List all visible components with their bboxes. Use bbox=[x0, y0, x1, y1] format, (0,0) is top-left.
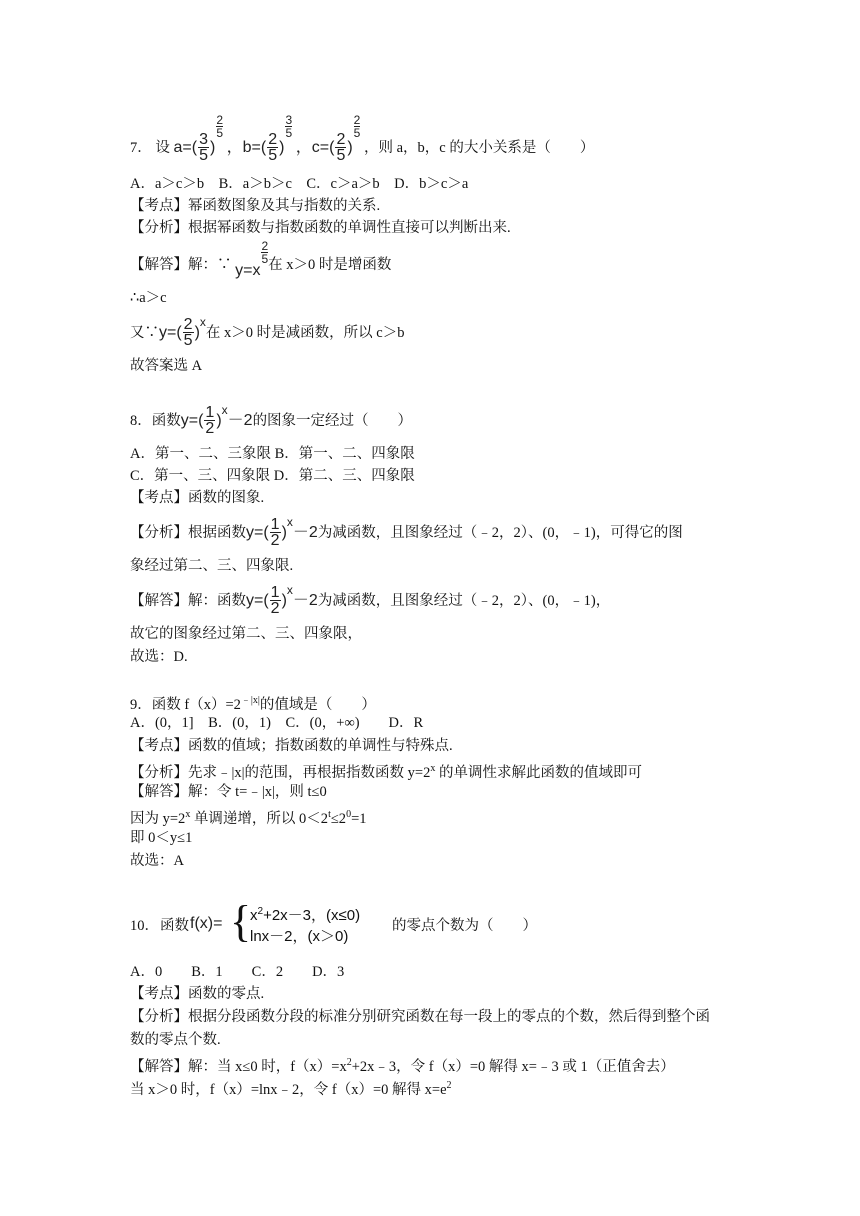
q8-tail: －2 bbox=[227, 412, 253, 429]
q10-jieda-exp: 2 bbox=[346, 1057, 352, 1068]
q7-line3-post: 在 x＞0 时是减函数，所以 c＞b bbox=[205, 325, 405, 341]
q9-line2-exp: x bbox=[185, 809, 191, 820]
q7-jieda-post: 在 x＞0 时是增函数 bbox=[268, 257, 392, 273]
q7-prefix: 设 bbox=[155, 140, 170, 156]
q9-stem-exp: ﹣|x| bbox=[240, 695, 260, 706]
q7-kaodian bbox=[130, 196, 380, 216]
q7-line3-pre: 又∵ bbox=[130, 325, 159, 341]
q7-a-var: a=( bbox=[173, 139, 198, 156]
q8-suffix: 的图象一定经过（ ） bbox=[252, 413, 413, 429]
q7-b-exp-den: 5 bbox=[285, 126, 293, 140]
q8-formula: y=( $\frac{1}{2}$ )$^x$－2 bbox=[180, 403, 253, 438]
q9-number: 9． bbox=[130, 696, 152, 713]
q8-line2: 故它的图象经过第二、三、四象限， bbox=[130, 626, 362, 642]
q9-line4: 故选：A bbox=[130, 853, 184, 869]
q10-kaodian-text: 函数的零点. bbox=[188, 986, 265, 1002]
q10-fenxi-line2: 数的零点个数. bbox=[130, 1032, 221, 1048]
q7-line2: ∴a＞c bbox=[130, 290, 167, 306]
q8-exp: x bbox=[221, 403, 228, 417]
q8-stem bbox=[130, 402, 412, 440]
q9-line2-exp2: t bbox=[328, 809, 331, 820]
q8-fenxi-post: 为减函数，且图象经过（﹣2，2）、(0，﹣1)，可得它的图 bbox=[317, 525, 683, 541]
q7-jieda-pre: 解：∵ bbox=[188, 257, 232, 273]
q7-fenxi-text: 根据幂函数与指数函数的单调性直接可以判断出来. bbox=[188, 220, 511, 236]
q8-jieda-post: 为减函数，且图象经过（﹣2，2）、(0，﹣1)， bbox=[317, 593, 611, 609]
q9-fenxi-tag: 【分析】 bbox=[130, 764, 188, 781]
q7-fenxi-tag: 【分析】 bbox=[130, 220, 188, 236]
q8-jieda-func: y=( bbox=[246, 592, 269, 609]
q8-fenxi bbox=[130, 514, 683, 552]
q8-kaodian-tag: 【考点】 bbox=[130, 490, 188, 506]
q8-fenxi-fraction bbox=[270, 517, 281, 548]
q8-fenxi-tail: －2 bbox=[292, 524, 318, 541]
q8-options-1: A．第一、二、三象限 B．第一、二、四象限 bbox=[130, 446, 415, 462]
q10-fenxi bbox=[130, 1007, 710, 1027]
q7-jieda-func: y=x bbox=[235, 262, 261, 279]
q7-line3-exp: x bbox=[199, 315, 206, 329]
q8-jieda-exp: x bbox=[286, 583, 293, 597]
q7-jieda-exponent bbox=[261, 240, 268, 265]
q7-b-var: ，b=( bbox=[226, 139, 267, 156]
q7-jieda-exp-num: 2 bbox=[261, 239, 269, 253]
q8-fenxi-pre: 根据函数 bbox=[188, 525, 246, 541]
q9-fenxi-exp: x bbox=[430, 763, 436, 774]
q8-kaodian bbox=[130, 488, 264, 508]
q8-fenxi-exp: x bbox=[286, 515, 293, 529]
q7-c-den: 5 bbox=[336, 147, 346, 165]
q8-num: 1 bbox=[205, 404, 215, 422]
q7-suffix: ，则 a，b，c 的大小关系是（ ） bbox=[363, 140, 595, 156]
q7-a-exponent bbox=[216, 114, 223, 139]
q7-c-exp-den: 5 bbox=[353, 126, 361, 140]
q7-fenxi bbox=[130, 218, 511, 238]
q7-a-num: 3 bbox=[199, 131, 208, 149]
q7-a-den: 5 bbox=[199, 147, 208, 165]
q9-stem bbox=[130, 691, 376, 715]
q9-line2-pre: 因为 y=2 bbox=[130, 810, 186, 827]
q9-kaodian-tag: 【考点】 bbox=[130, 738, 188, 754]
q8-jieda-tail: －2 bbox=[292, 592, 318, 609]
q10-line2-exp: 2 bbox=[446, 1080, 452, 1091]
q10-case1-a: x bbox=[250, 907, 258, 924]
q8-prefix: 函数 bbox=[151, 413, 181, 429]
q10-case1-b: +2x－3，(x≤0) bbox=[263, 907, 361, 924]
q10-jieda bbox=[130, 1053, 675, 1077]
q10-line2 bbox=[130, 1076, 452, 1100]
q7-kaodian-tag: 【考点】 bbox=[130, 198, 188, 214]
q7-c-exponent bbox=[354, 114, 361, 139]
q7-line3-den: 5 bbox=[183, 332, 193, 350]
q9-stem-pre: 函数 f（x）=2 bbox=[151, 696, 241, 713]
q9-fenxi bbox=[130, 759, 642, 783]
q7-formula-c: ，c=( $\frac{2}{5}$ ) $\frac{2}{5}$ bbox=[295, 113, 361, 165]
q8-fraction bbox=[204, 405, 215, 436]
q7-line3-num: 2 bbox=[183, 316, 193, 334]
q7-line3-func: y=( bbox=[159, 324, 182, 341]
q7-a-fraction bbox=[198, 132, 209, 163]
q8-fenxi-tag: 【分析】 bbox=[130, 525, 188, 541]
q8-line3: 故选：D. bbox=[130, 649, 188, 665]
q10-prefix: 函数 bbox=[160, 918, 189, 934]
q7-options: A．a＞c＞b B．a＞b＞c C．c＞a＞b D．b＞c＞a bbox=[130, 176, 469, 192]
q9-stem-post: 的值域是（ ） bbox=[259, 696, 376, 713]
q8-fenxi-num: 1 bbox=[270, 516, 280, 534]
q10-line2-pre: 当 x＞0 时，f（x）=lnx﹣2，令 f（x）=0 解得 x=e bbox=[130, 1081, 447, 1098]
q8-jieda-formula: y=( $\frac{1}{2}$ )$^x$－2 bbox=[246, 583, 318, 618]
q8-jieda-fraction bbox=[270, 585, 281, 616]
q10-number: 10． bbox=[130, 918, 159, 934]
q10-case1-exp: 2 bbox=[257, 906, 264, 917]
q10-fenxi-tag: 【分析】 bbox=[130, 1009, 188, 1025]
q7-line3 bbox=[130, 314, 404, 352]
q10-jieda-pre: 解：当 x≤0 时，f（x）=x bbox=[188, 1058, 347, 1075]
q10-kaodian-tag: 【考点】 bbox=[130, 986, 188, 1002]
q8-jieda-den: 2 bbox=[270, 600, 280, 618]
q7-jieda-formula bbox=[235, 239, 269, 279]
q7-b-den: 5 bbox=[268, 147, 278, 165]
q8-fenxi-line2: 象经过第二、三、四象限. bbox=[130, 558, 294, 574]
q8-options-2: C．第一、三、四象限 D．第二、三、四象限 bbox=[130, 468, 415, 484]
q7-formula-a: a=( $\frac{3}{5}$ ) $\frac{2}{5}$ bbox=[173, 113, 223, 165]
q7-c-var: ，c=( bbox=[295, 139, 335, 156]
q9-line2-post: =1 bbox=[351, 810, 367, 827]
q10-fenxi-text: 根据分段函数分段的标准分别研究函数在每一段上的零点的个数，然后得到整个函 bbox=[188, 1009, 710, 1025]
q9-line2-mid2: ≤2 bbox=[330, 810, 347, 827]
q7-line3-fraction bbox=[183, 317, 194, 348]
q9-jieda bbox=[130, 782, 327, 802]
q7-c-num: 2 bbox=[336, 131, 346, 149]
q10-case2: lnx－2，(x＞0) bbox=[250, 928, 349, 945]
q10-jieda-post: +2x﹣3，令 f（x）=0 解得 x=﹣3 或 1（正值舍去） bbox=[351, 1058, 675, 1075]
q7-line3-formula: y=( $\frac{2}{5}$ )$^x$ bbox=[159, 315, 206, 350]
q7-c-fraction bbox=[335, 132, 346, 163]
q9-line2 bbox=[130, 805, 367, 829]
q7-jieda bbox=[130, 239, 392, 282]
q7-formula-b: ，b=( $\frac{2}{5}$ ) $\frac{3}{5}$ bbox=[226, 113, 293, 165]
q7-line4: 故答案选 A bbox=[130, 358, 203, 374]
q8-func: y=( bbox=[180, 412, 204, 429]
q8-jieda bbox=[130, 582, 610, 620]
q9-jieda-tag: 【解答】 bbox=[130, 784, 188, 800]
q9-options: A．(0，1] B．(0，1) C．(0，+∞) D．R bbox=[130, 715, 424, 731]
q7-kaodian-text: 幂函数图象及其与指数的关系. bbox=[188, 198, 381, 214]
q10-options: A．0 B．1 C．2 D．3 bbox=[130, 964, 345, 980]
q7-a-exp-num: 2 bbox=[216, 113, 223, 127]
q7-number: 7． bbox=[130, 140, 152, 156]
q8-den: 2 bbox=[205, 420, 215, 438]
q10-kaodian bbox=[130, 984, 264, 1004]
q9-line2-exp3: 0 bbox=[346, 809, 352, 820]
q8-jieda-pre: 解：函数 bbox=[188, 593, 246, 609]
q7-a-exp-den: 5 bbox=[216, 126, 223, 140]
q7-jieda-tag: 【解答】 bbox=[130, 257, 188, 273]
q7-c-exp-num: 2 bbox=[353, 113, 361, 127]
q7-jieda-exp-den: 5 bbox=[261, 252, 269, 266]
q8-jieda-num: 1 bbox=[270, 584, 280, 602]
q9-kaodian bbox=[130, 736, 453, 756]
q7-b-num: 2 bbox=[268, 131, 278, 149]
q9-kaodian-text: 函数的值域；指数函数的单调性与特殊点. bbox=[188, 738, 453, 754]
q7-b-exp-num: 3 bbox=[285, 113, 293, 127]
q8-fenxi-formula: y=( $\frac{1}{2}$ )$^x$－2 bbox=[246, 515, 318, 550]
q9-jieda-text: 解：令 t=﹣|x|，则 t≤0 bbox=[188, 784, 327, 800]
q8-kaodian-text: 函数的图象. bbox=[188, 490, 265, 506]
q7-b-exponent bbox=[285, 114, 292, 139]
q7-stem bbox=[130, 113, 595, 168]
q10-brace: { bbox=[230, 897, 252, 946]
q8-jieda-tag: 【解答】 bbox=[130, 593, 188, 609]
q10-suffix: 的零点个数为（ ） bbox=[392, 918, 537, 934]
q9-fenxi-pre: 先求﹣|x|的范围，再根据指数函数 y=2 bbox=[188, 764, 431, 781]
q8-number: 8． bbox=[130, 413, 152, 429]
q10-jieda-tag: 【解答】 bbox=[130, 1058, 188, 1075]
q9-line3: 即 0＜y≤1 bbox=[130, 830, 193, 846]
q8-fenxi-func: y=( bbox=[246, 524, 269, 541]
q10-case1 bbox=[250, 900, 360, 927]
q10-func: f(x)= bbox=[190, 915, 223, 932]
q9-fenxi-post: 的单调性求解此函数的值域即可 bbox=[435, 764, 642, 781]
q9-line2-mid: 单调递增，所以 0＜2 bbox=[190, 810, 329, 827]
q8-fenxi-den: 2 bbox=[270, 532, 280, 550]
q7-b-fraction bbox=[267, 132, 278, 163]
